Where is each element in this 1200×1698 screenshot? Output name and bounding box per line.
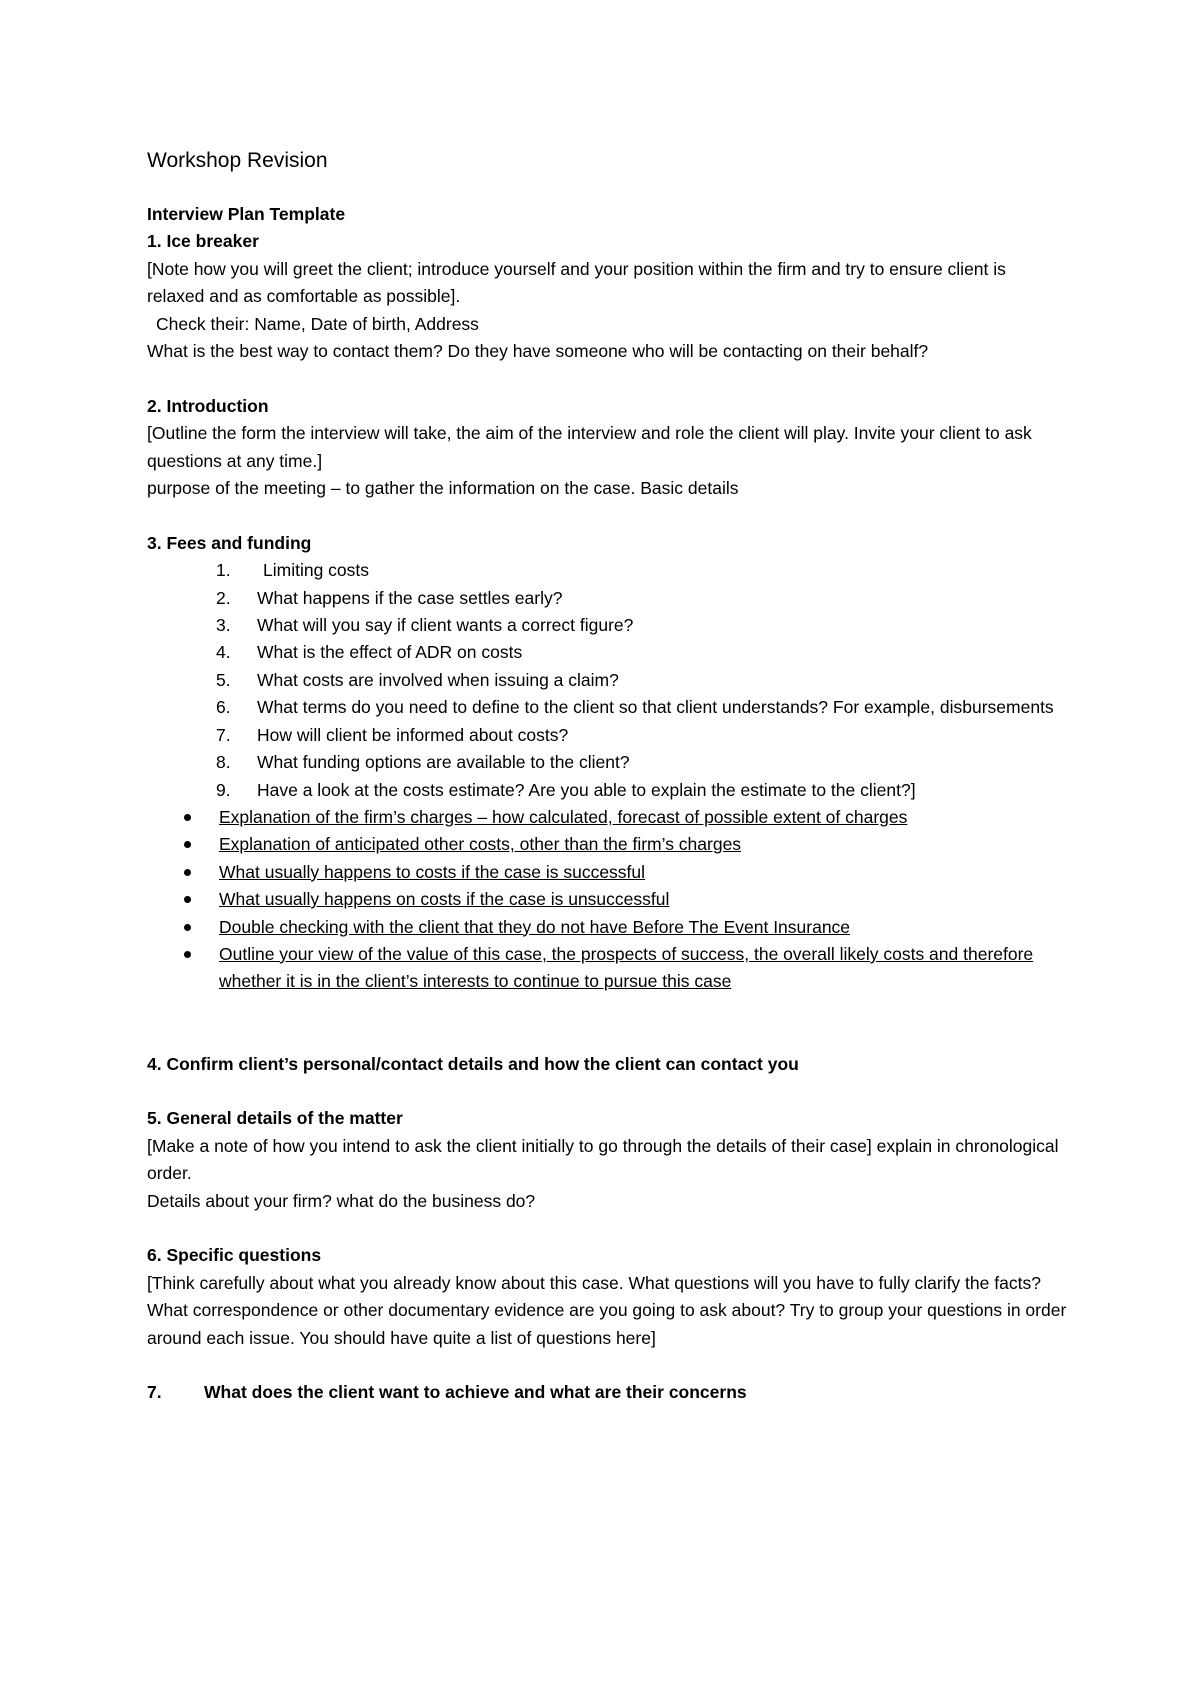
bullet-text: Explanation of the firm’s charges – how calculated, forecast of possible extent of charges — [219, 806, 908, 827]
list-text: How will client be informed about costs? — [257, 724, 569, 745]
section-5-firm: Details about your firm? what do the business do? — [147, 1190, 536, 1211]
spacer — [147, 1023, 1067, 1050]
bullet-item — [147, 831, 1067, 858]
list-number: 8. — [216, 752, 231, 773]
section-5-heading: 5. General details of the matter — [147, 1108, 403, 1129]
list-text: Have a look at the costs estimate? Are you able to explain the estimate to the client?] — [257, 779, 916, 800]
list-text: What funding options are available to the client? — [257, 752, 630, 773]
bullet-icon — [184, 951, 191, 958]
bullet-item — [147, 886, 1067, 913]
list-item — [147, 612, 1067, 639]
section-6-note: [Think carefully about what you already know about this case. What questions will you have to fully clarify the facts? What correspondence or other documentary evidence are you going to ask about? Try to group your questions in order around each issue. You should have quite a list of questions here] — [147, 1272, 1067, 1348]
list-number: 4. — [216, 642, 231, 663]
list-number: 1. — [216, 560, 231, 581]
spacer — [147, 365, 1067, 392]
section-1-contact: What is the best way to contact them? Do they have someone who will be contacting on their behalf? — [147, 341, 929, 362]
bullet-text: Explanation of anticipated other costs, other than the firm’s charges — [219, 834, 742, 855]
bullet-icon — [184, 896, 191, 903]
list-text: What happens if the case settles early? — [257, 587, 563, 608]
list-text: What is the effect of ADR on costs — [257, 642, 523, 663]
list-item — [147, 667, 1067, 694]
list-item — [147, 694, 1067, 721]
list-item — [147, 749, 1067, 776]
section-7-text: What does the client want to achieve and what are their concerns — [204, 1382, 747, 1403]
spacer — [147, 502, 1067, 529]
section-3-heading: 3. Fees and funding — [147, 532, 312, 553]
spacer — [147, 1352, 1067, 1379]
list-number: 5. — [216, 669, 231, 690]
list-item — [147, 722, 1067, 749]
bullet-item — [147, 804, 1067, 831]
section-2-note: [Outline the form the interview will take, the aim of the interview and role the client will play. Invite your client to ask questions at any time.] — [147, 423, 1032, 471]
section-1-heading: 1. Ice breaker — [147, 231, 259, 252]
fees-numbered-list — [147, 557, 1067, 804]
bullet-item — [147, 859, 1067, 886]
bullet-item — [147, 941, 1067, 996]
section-4-heading: 4. Confirm client’s personal/contact details and how the client can contact you — [147, 1053, 799, 1074]
list-number: 2. — [216, 587, 231, 608]
list-item — [147, 777, 1067, 804]
section-6-heading: 6. Specific questions — [147, 1245, 322, 1266]
section-7-heading — [147, 1379, 1067, 1406]
bullet-text: Double checking with the client that they do not have Before The Event Insurance — [219, 916, 851, 937]
section-5-note: [Make a note of how you intend to ask the client initially to go through the details of their case] explain in chronological order. — [147, 1135, 1059, 1184]
list-number: 7. — [216, 724, 231, 745]
bullet-text: What usually happens on costs if the case is unsuccessful — [219, 889, 670, 910]
list-text: What terms do you need to define to the client so that client understands? For example, disbursements — [257, 697, 1054, 718]
spacer — [147, 996, 1067, 1023]
document-title: Workshop Revision — [147, 149, 328, 172]
list-item — [147, 557, 1067, 584]
section-7-number: 7. — [147, 1382, 162, 1403]
template-heading: Interview Plan Template — [147, 204, 346, 224]
list-item — [147, 639, 1067, 666]
bullet-text: Outline your view of the value of this case, the prospects of success, the overall likely costs and therefore whether it is in the client’s interests to continue to pursue this case — [219, 943, 1034, 992]
list-number: 9. — [216, 779, 231, 800]
spacer — [147, 1215, 1067, 1242]
bullet-item — [147, 914, 1067, 941]
bullet-icon — [184, 841, 191, 848]
fees-bullet-list — [147, 804, 1067, 996]
bullet-icon — [184, 814, 191, 821]
document-body — [147, 146, 1067, 1407]
list-text: Limiting costs — [263, 560, 370, 581]
section-2-purpose: purpose of the meeting – to gather the information on the case. Basic details — [147, 478, 739, 499]
section-1-check: Check their: Name, Date of birth, Address — [156, 313, 479, 334]
list-number: 3. — [216, 615, 231, 636]
list-text: What will you say if client wants a correct figure? — [257, 615, 634, 636]
bullet-icon — [184, 869, 191, 876]
list-item — [147, 585, 1067, 612]
section-1-note: [Note how you will greet the client; introduce yourself and your position within the firm and try to ensure client is relaxed and as comfortable as possible]. — [147, 258, 1006, 307]
list-number: 6. — [216, 697, 231, 718]
bullet-icon — [184, 924, 191, 931]
bullet-text: What usually happens to costs if the case is successful — [219, 861, 646, 882]
list-text: What costs are involved when issuing a claim? — [257, 669, 619, 690]
section-2-heading: 2. Introduction — [147, 395, 269, 416]
spacer — [147, 1078, 1067, 1105]
